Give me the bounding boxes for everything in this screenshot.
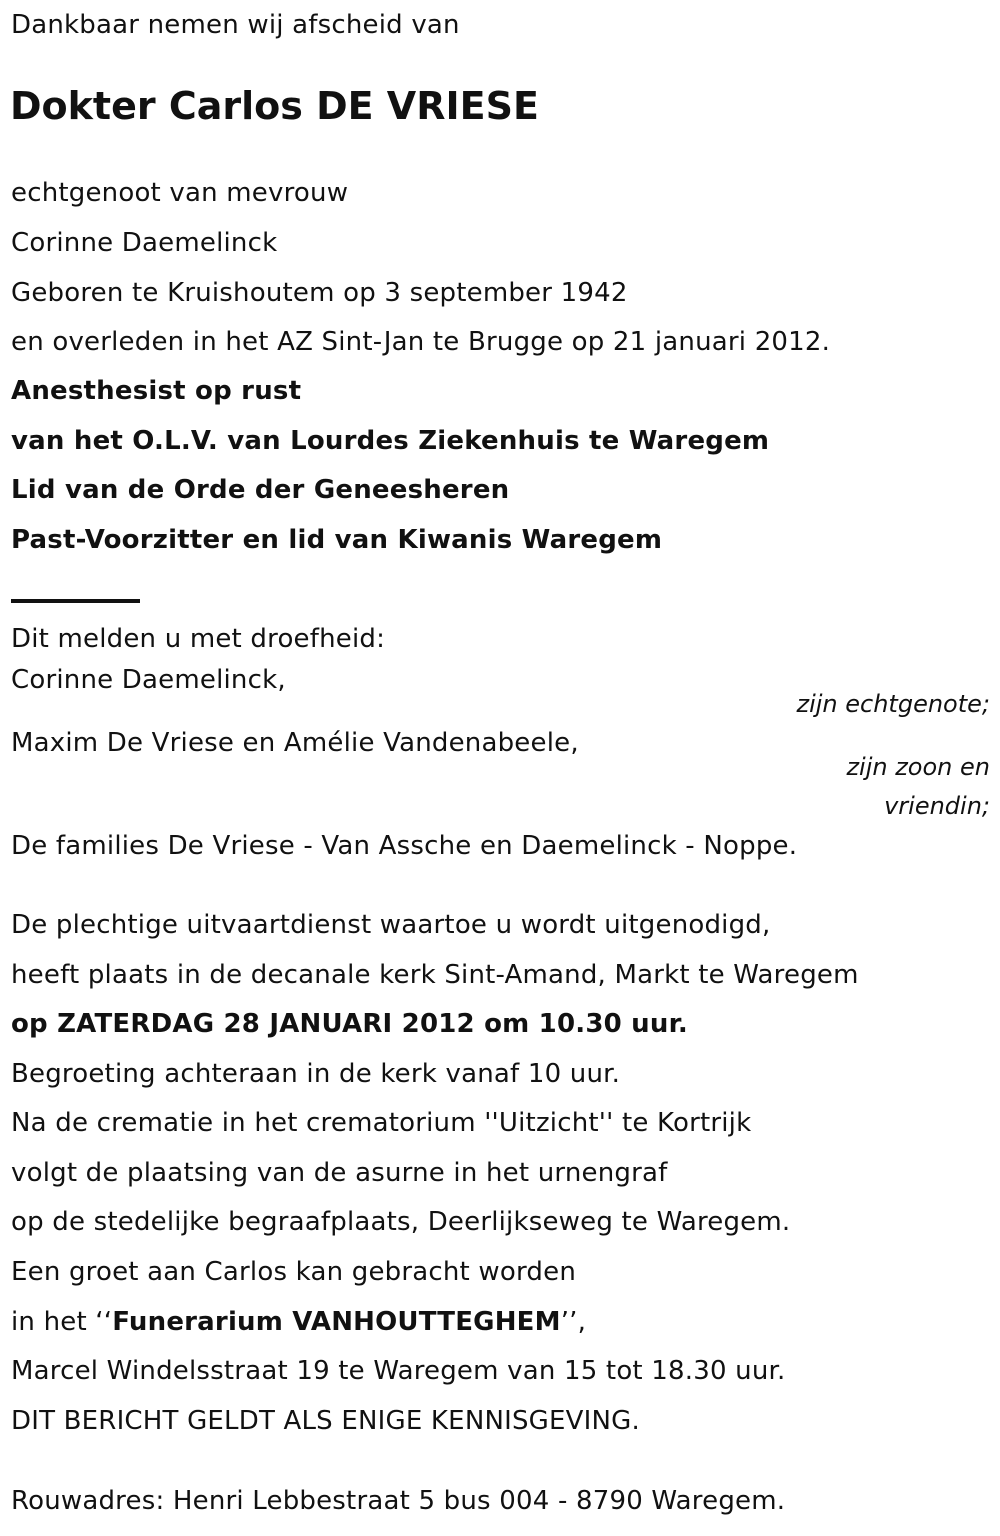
title-line-4: Past-Voorzitter en lid van Kiwanis Waregem bbox=[11, 525, 663, 555]
service-date: op ZATERDAG 28 JANUARI 2012 om 10.30 uur. bbox=[11, 1009, 688, 1039]
deceased-name: Dokter Carlos DE VRIESE bbox=[10, 84, 539, 128]
announcer-role-2b: vriendin; bbox=[884, 792, 990, 820]
cremation-line: Na de crematie in het crematorium ''Uitzicht'' te Kortrijk bbox=[11, 1108, 752, 1138]
urn-line-1: volgt de plaatsing van de asurne in het urnengraf bbox=[11, 1158, 668, 1188]
visit-prefix: in het ‘‘ bbox=[11, 1307, 113, 1337]
announcers-heading: Dit melden u met droefheid: bbox=[11, 624, 386, 654]
greeting-line: Begroeting achteraan in de kerk vanaf 10 uur. bbox=[11, 1059, 621, 1089]
announcer-role-1: zijn echtgenote; bbox=[796, 690, 990, 718]
title-line-3: Lid van de Orde der Geneesheren bbox=[11, 475, 510, 505]
families-line: De families De Vriese - Van Assche en Daemelinck - Noppe. bbox=[11, 831, 798, 861]
announcer-name-2: Maxim De Vriese en Amélie Vandenabeele, bbox=[11, 728, 579, 758]
urn-line-2: op de stedelijke begraafplaats, Deerlijkseweg te Waregem. bbox=[11, 1207, 791, 1237]
title-line-1: Anesthesist op rust bbox=[11, 376, 302, 406]
notice-line: DIT BERICHT GELDT ALS ENIGE KENNISGEVING. bbox=[11, 1406, 640, 1436]
death-info: en overleden in het AZ Sint-Jan te Brugge op 21 januari 2012. bbox=[11, 327, 831, 357]
visit-line-1: Een groet aan Carlos kan gebracht worden bbox=[11, 1257, 576, 1287]
mourning-address: Rouwadres: Henri Lebbestraat 5 bus 004 - 8790 Waregem. bbox=[11, 1486, 786, 1516]
visit-line-2 bbox=[11, 1305, 586, 1339]
spouse-label: echtgenoot van mevrouw bbox=[11, 178, 349, 208]
service-line-1: De plechtige uitvaartdienst waartoe u wordt uitgenodigd, bbox=[11, 910, 771, 940]
intro-text: Dankbaar nemen wij afscheid van bbox=[11, 10, 460, 40]
section-divider bbox=[11, 599, 140, 603]
visit-line-3: Marcel Windelsstraat 19 te Waregem van 15 tot 18.30 uur. bbox=[11, 1356, 786, 1386]
service-line-2: heeft plaats in de decanale kerk Sint-Amand, Markt te Waregem bbox=[11, 960, 859, 990]
title-line-2: van het O.L.V. van Lourdes Ziekenhuis te Waregem bbox=[11, 426, 770, 456]
visit-suffix: ’’, bbox=[560, 1307, 587, 1337]
spouse-name: Corinne Daemelinck bbox=[11, 228, 278, 258]
announcer-name-1: Corinne Daemelinck, bbox=[11, 665, 286, 695]
funeral-home-name: Funerarium VANHOUTTEGHEM bbox=[112, 1307, 561, 1337]
announcer-role-2a: zijn zoon en bbox=[846, 753, 990, 781]
birth-info: Geboren te Kruishoutem op 3 september 1942 bbox=[11, 278, 628, 308]
